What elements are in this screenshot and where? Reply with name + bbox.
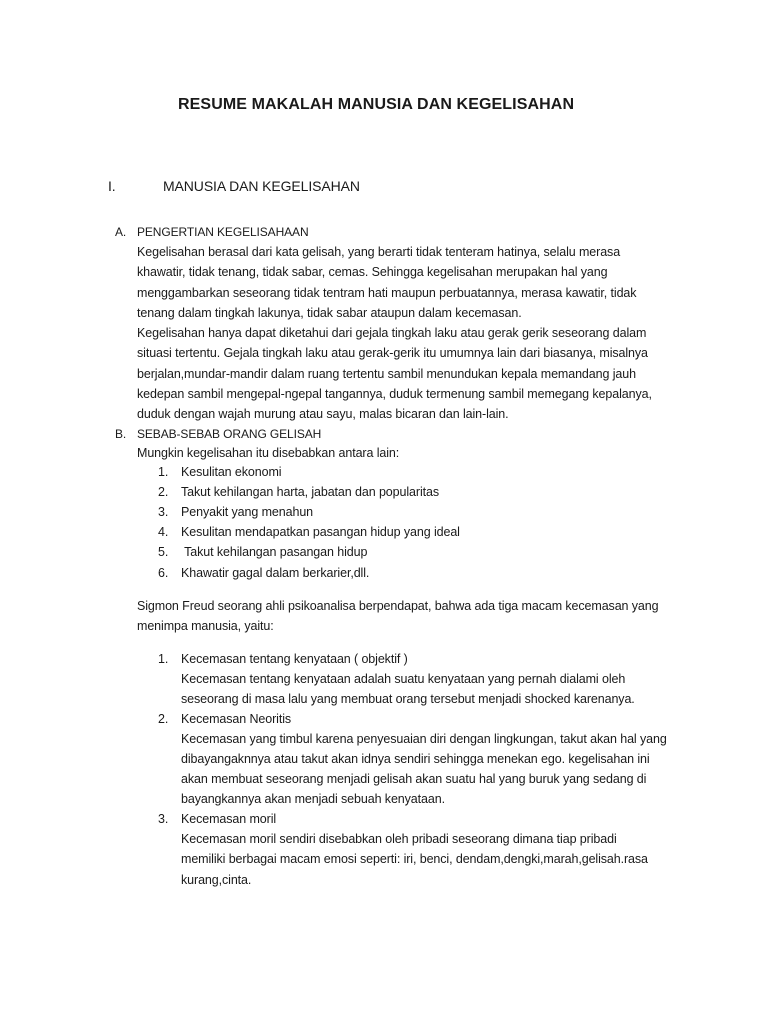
list-item: Kesulitan ekonomi — [181, 465, 282, 479]
paragraph-line: tenang dalam tingkah lakunya, tidak sabar ataupun dalam kecemasan. — [137, 306, 522, 320]
list-item-number: 2. — [158, 712, 169, 726]
paragraph-line: Kecemasan yang timbul karena penyesuaian diri dengan lingkungan, takut akan hal yang — [181, 732, 667, 746]
paragraph-line: duduk dengan wajah murung atau sayu, malas bicaran dan lain-lain. — [137, 407, 509, 421]
paragraph-line: Kecemasan tentang kenyataan adalah suatu kenyataan yang pernah dialami oleh — [181, 672, 626, 686]
paragraph-line: Kegelisahan hanya dapat diketahui dari gejala tingkah laku atau gerak gerik seseorang dalam — [137, 326, 647, 340]
paragraph-line: bayangkannya akan menjadi sebuah kenyataan. — [181, 792, 445, 806]
list-item-number: 6. — [158, 566, 169, 580]
list-item-number: 2. — [158, 485, 169, 499]
paragraph-line: khawatir, tidak tenang, tidak sabar, cemas. Sehingga kegelisahan merupakan hal yang — [137, 265, 608, 279]
list-item-number: 4. — [158, 525, 169, 539]
subsection-a-heading: PENGERTIAN KEGELISAHAAN — [137, 225, 309, 239]
paragraph-line: berjalan,mundar-mandir dalam ruang tertentu sambil menundukan kepala memandang jauh — [137, 367, 636, 381]
anxiety-title: Kecemasan Neoritis — [181, 712, 292, 726]
paragraph-line: situasi tertentu. Gejala tingkah laku atau gerak-gerik itu umumnya lain dari biasanya, misalnya — [137, 346, 648, 360]
subsection-b-letter: B. — [115, 427, 127, 441]
paragraph-line: menimpa manusia, yaitu: — [137, 619, 274, 633]
section-heading: MANUSIA DAN KEGELISAHAN — [163, 178, 360, 194]
paragraph-line: akan membuat seseorang menjadi gelisah akan suatu hal yang buruk yang sedang di — [181, 772, 647, 786]
paragraph-line: memiliki berbagai macam emosi seperti: iri, benci, dendam,dengki,marah,gelisah.rasa — [181, 852, 648, 866]
section-number: I. — [108, 178, 116, 194]
list-item: Kesulitan mendapatkan pasangan hidup yang ideal — [181, 525, 460, 539]
list-item: Khawatir gagal dalam berkarier,dll. — [181, 566, 370, 580]
list-item-number: 3. — [158, 812, 169, 826]
anxiety-title: Kecemasan tentang kenyataan ( objektif ) — [181, 652, 408, 666]
list-item: Takut kehilangan pasangan hidup — [181, 545, 368, 559]
anxiety-title: Kecemasan moril — [181, 812, 277, 826]
paragraph-line: kurang,cinta. — [181, 873, 252, 887]
subsection-a-letter: A. — [115, 225, 127, 239]
list-item: Penyakit yang menahun — [181, 505, 314, 519]
list-item-number: 1. — [158, 652, 169, 666]
paragraph-line: Kegelisahan berasal dari kata gelisah, yang berarti tidak tenteram hatinya, selalu merasa — [137, 245, 621, 259]
paragraph-line: seseorang di masa lalu yang membuat orang tersebut menjadi shocked karenanya. — [181, 692, 635, 706]
paragraph-line: Sigmon Freud seorang ahli psikoanalisa berpendapat, bahwa ada tiga macam kecemasan yang — [137, 599, 659, 613]
paragraph-line: dibayangaknnya atau takut akan idnya sendiri sehingga menekan ego. kegelisahan ini — [181, 752, 650, 766]
paragraph-line: Kecemasan moril sendiri disebabkan oleh pribadi seseorang dimana tiap pribadi — [181, 832, 617, 846]
subsection-b-heading: SEBAB-SEBAB ORANG GELISAH — [137, 427, 322, 441]
causes-intro: Mungkin kegelisahan itu disebabkan antara lain: — [137, 446, 400, 460]
document-title: RESUME MAKALAH MANUSIA DAN KEGELISAHAN — [178, 96, 575, 113]
list-item-number: 1. — [158, 465, 169, 479]
list-item-number: 5. — [158, 545, 169, 559]
list-item: Takut kehilangan harta, jabatan dan popularitas — [181, 485, 439, 499]
paragraph-line: menggambarkan seseorang tidak tentram hati maupun perbuatannya, merasa kawatir, tidak — [137, 286, 637, 300]
list-item-number: 3. — [158, 505, 169, 519]
paragraph-line: kedepan sambil mengepal-ngepal tangannya, duduk termenung sambil memegang kepalanya, — [137, 387, 652, 401]
